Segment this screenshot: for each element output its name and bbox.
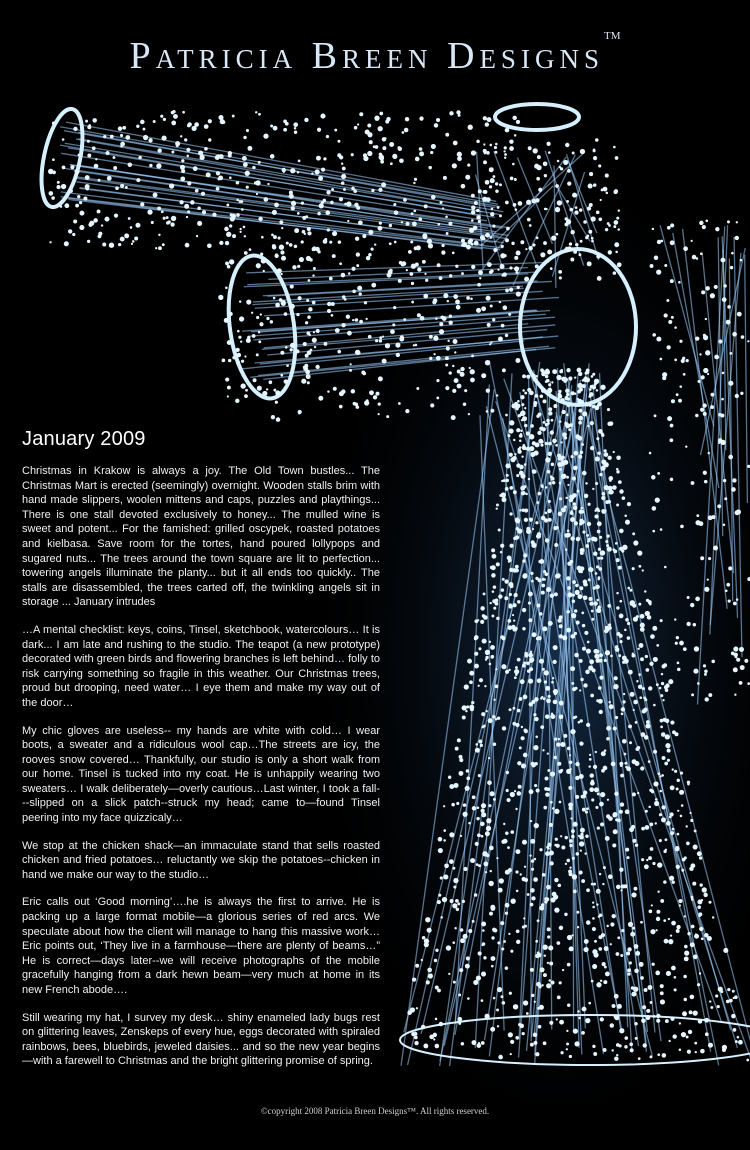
article-body (22, 464, 380, 1082)
article-heading: January 2009 (22, 428, 146, 450)
article-paragraph: My chic gloves are useless-- my hands are white with cold… I wear boots, a sweater and a ridiculous wool cap…The streets are icy, the rooves snow covered… Thankfully, our studio is only a short walk from our home. Tinsel is tucked into my coat. He is unhappily wearing two sweaters… I walk deliberately—overly cautious…Last winter, I took a fall---slipped on a slick patch--struck my head; came to—found Tinsel peering into my face quizzicaly… (22, 724, 380, 825)
article-paragraph: Eric calls out ‘Good morning’….he is always the first to arrive. He is packing up a large format mobile—a glorious series of red arcs. We speculate about how the client will manage to hang this massive work… Eric points out, ‘They live in a farmhouse—there are plenty of beams…” He is correct—days later--we will receive photographs of the mobile gracefully hanging from a dark hewn beam—very much at home in its new French abode…. (22, 896, 380, 996)
article-paragraph: Still wearing my hat, I survey my desk… shiny enameled lady bugs rest on glittering leaves, Zenskeps of every hue, eggs decorated with spiraled rainbows, bees, bluebirds, jeweled daisies... and so the new year begins—with a farewell to Christmas and the bright glittering promise of spring. (22, 1011, 380, 1068)
article-paragraph: …A mental checklist: keys, coins, Tinsel, sketchbook, watercolours… It is dark... I am late and rushing to the studio. The teapot (a new prototype) decorated with green birds and flowering branches is left behind… folly to risk carrying something so fragile in this weather. Our Christmas trees, proud but drooping, need water… I eye them and make my way out of the door… (22, 623, 380, 709)
trademark-mark: TM (603, 30, 621, 42)
copyright-notice: ©copyright 2008 Patricia Breen Designs™. All rights reserved. (260, 1106, 490, 1116)
brand-title (0, 30, 750, 78)
article-paragraph: We stop at the chicken shack—an immaculate stand that sells roasted chicken and fried potatoes… reluctantly we skip the potatoes--chicken in hand we make our way to the studio… (22, 839, 380, 881)
article-paragraph: Christmas in Krakow is always a joy. The Old Town bustles... The Christmas Mart is erected (seemingly) overnight. Wooden stalls brim with hand made slippers, woolen mittens and caps, puzzles and playthings... There is one stall devoted exclusively to honey... The mulled wine is sweet and potent... For the famished: grilled oscypek, roasted potatoes and kielbasa. Save room for the tortes, hand poured lollypops and sugared nuts... The trees around the town square are lit to perfection... towering angels illuminate the planty... but it all ends too quickly.. The stalls are disassembled, the trees carted off, the twinkling angels sit in storage ... January intrudes (22, 465, 380, 609)
brand-name: Patricia Breen Designs (129, 35, 604, 77)
